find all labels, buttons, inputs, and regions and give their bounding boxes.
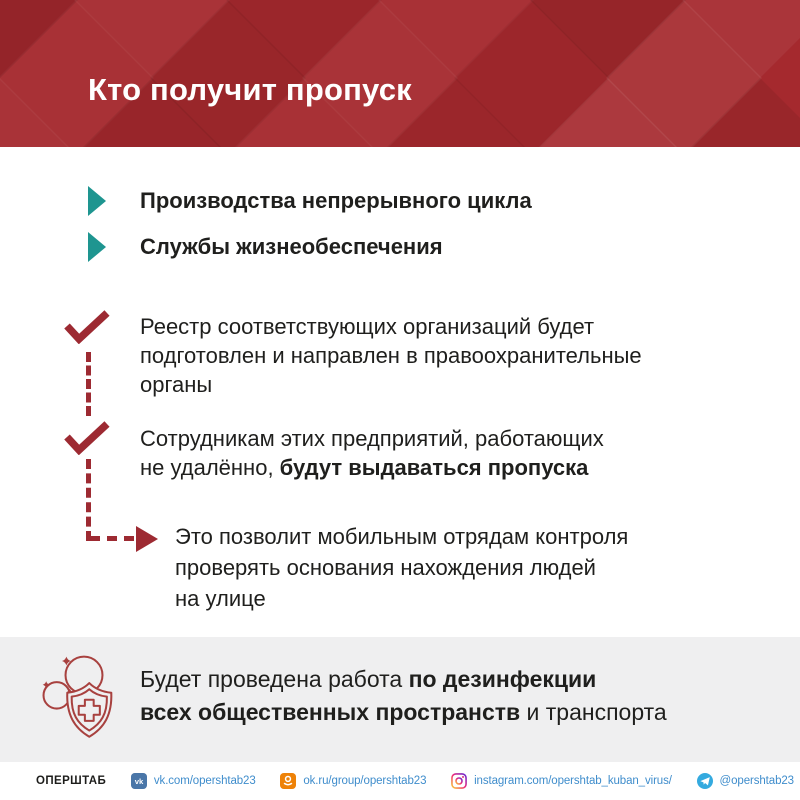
- dashed-line-vertical: [86, 459, 91, 541]
- text-line: на улице: [175, 586, 266, 611]
- social-link-instagram[interactable]: [451, 773, 672, 789]
- social-link-label: ok.ru/group/opershtab23: [303, 775, 427, 787]
- social-link-label: vk.com/opershtab23: [153, 775, 256, 787]
- brand-label: ОПЕРШТАБ: [36, 775, 107, 787]
- social-link-vk[interactable]: [131, 773, 256, 789]
- ok-icon: [280, 773, 296, 789]
- social-link-ok[interactable]: [280, 773, 426, 789]
- bullet-arrow-icon: [88, 232, 106, 262]
- text-bold: по дезинфекции: [408, 666, 597, 692]
- footer: [36, 770, 794, 792]
- instagram-icon: [451, 773, 467, 789]
- social-link-label: @opershtab23: [719, 775, 794, 787]
- svg-text:vk: vk: [134, 777, 144, 787]
- checklist-item-2-text: [140, 424, 604, 482]
- text-line: Реестр соответствующих организаций будет: [140, 314, 595, 339]
- checkmark-icon: [64, 310, 110, 344]
- dashed-line-vertical: [86, 352, 91, 416]
- text-regular: и транспорта: [520, 699, 667, 725]
- checklist-item-1-text: [140, 312, 642, 399]
- text-bold: будут выдаваться пропуска: [279, 455, 589, 480]
- bullet-arrow-icon: [88, 186, 106, 216]
- bullet-label: Службы жизнеобеспечения: [140, 234, 443, 259]
- text-bold: всех общественных пространств: [140, 699, 521, 725]
- text-line: Это позволит мобильным отрядам контроля: [175, 524, 629, 549]
- text-line: [140, 696, 667, 729]
- text-line: [140, 453, 604, 482]
- dashed-line-horizontal: [90, 536, 134, 541]
- text-line: органы: [140, 372, 213, 397]
- disinfection-shield-icon: [40, 647, 128, 749]
- arrow-note-text: [175, 521, 628, 614]
- text-line: проверять основания нахождения людей: [175, 555, 596, 580]
- text-line: Сотрудникам этих предприятий, работающих: [140, 426, 604, 451]
- text-line: подготовлен и направлен в правоохранительные: [140, 343, 642, 368]
- bullet-label: Производства непрерывного цикла: [140, 188, 532, 213]
- text-regular: Будет проведена работа: [140, 666, 409, 692]
- page-title: Кто получит пропуск: [88, 72, 412, 107]
- disinfection-note-text: [140, 663, 667, 729]
- text-regular: не удалённо,: [140, 455, 280, 480]
- checkmark-icon: [64, 421, 110, 455]
- disinfection-panel: [0, 637, 800, 762]
- social-link-label: instagram.com/opershtab_kuban_virus/: [474, 775, 672, 787]
- arrowhead-icon: [136, 526, 158, 552]
- social-link-telegram[interactable]: [697, 773, 794, 789]
- vk-icon: [131, 773, 147, 789]
- header: [0, 0, 800, 147]
- telegram-icon: [697, 773, 713, 789]
- text-line: [140, 663, 667, 696]
